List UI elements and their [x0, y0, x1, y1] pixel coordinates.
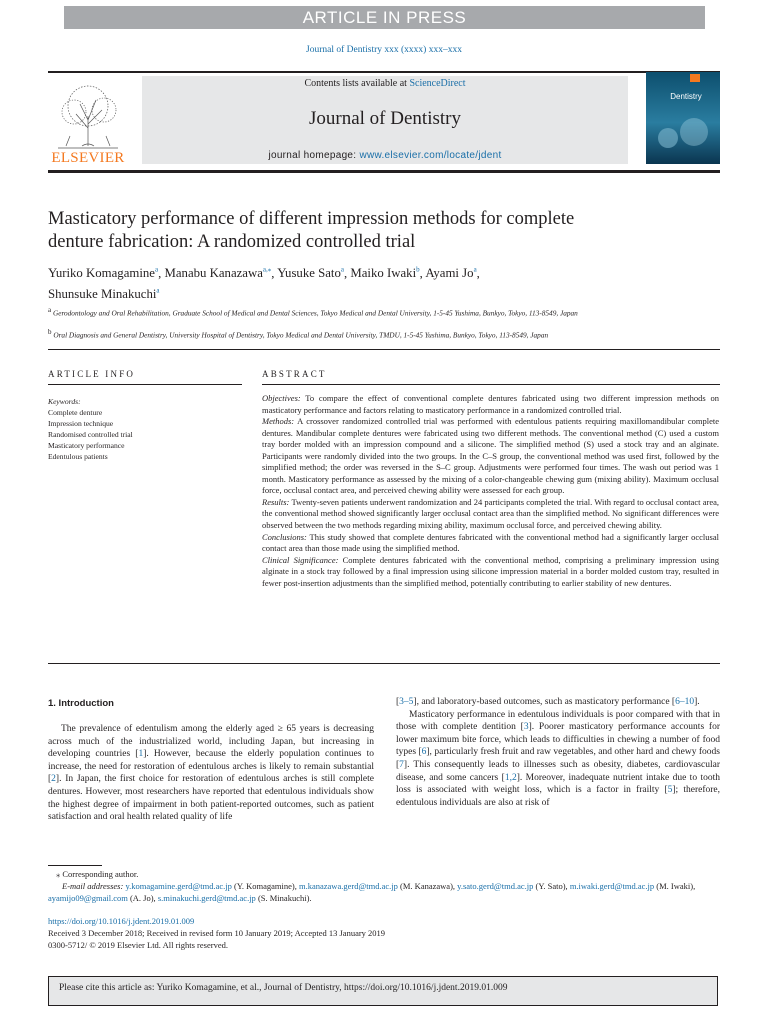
author-name: Manabu Kanazawa [164, 266, 263, 281]
masthead-rule [48, 170, 720, 173]
author-name: Shunsuke Minakuchi [48, 286, 157, 301]
header-rule [48, 71, 720, 73]
email-link[interactable]: s.minakuchi.gerd@tmd.ac.jp [157, 893, 256, 903]
citation-ref-link[interactable]: 5 [667, 785, 673, 796]
journal-name: Journal of Dentistry [309, 108, 461, 129]
email-owner: (A. Jo), [127, 893, 158, 903]
article-title [48, 208, 668, 254]
abstract-text: This study showed that complete dentures fabricated with the conventional method had a significantly larger occlusal contact area than those made using the simplified method. [262, 531, 719, 554]
affiliation [48, 327, 648, 341]
citation-ref-link[interactable]: 1,2 [504, 772, 517, 783]
author-affil-mark: a [340, 266, 344, 274]
body-text: ]. [694, 697, 700, 707]
abstract-section [262, 416, 719, 497]
elsevier-wordmark: ELSEVIER [51, 150, 125, 166]
email-owner: (S. Minakuchi). [255, 893, 312, 903]
body-text: ]. However, because the elderly population continues to increase, the need for restoration of edentulous arches is likely to remain substantial [ [48, 749, 374, 785]
body-text: ], particularly fresh fruit and raw vegetables, and other hard and chewy foods [ [396, 747, 720, 770]
author-name: Yuriko Komagamine [48, 266, 155, 281]
cover-title: Dentistry [670, 92, 702, 101]
citation-ref-link[interactable]: 1 [138, 749, 144, 760]
copyright: 0300-5712/ © 2019 Elsevier Ltd. All rights reserved. [48, 940, 228, 950]
email-owner: (Y. Sato), [533, 881, 570, 891]
email-link[interactable]: y.komagamine.gerd@tmd.ac.jp [125, 881, 232, 891]
author-name: Maiko Iwaki [350, 266, 417, 281]
sciencedirect-link[interactable]: ScienceDirect [409, 78, 466, 89]
affiliation [48, 305, 648, 319]
body-text: The prevalence of edentulism among the elderly aged ≥ 65 years is decreasing across much of the industrialized world, including Japan, but increasing in developing countries [ [48, 724, 374, 760]
author-name: Ayami Jo [425, 266, 474, 281]
citation-ref-link[interactable]: 7 [399, 759, 404, 770]
email-label: E-mail addresses: [62, 881, 124, 891]
email-owner: (M. Kanazawa), [397, 881, 458, 891]
author-affil-mark: a [154, 266, 159, 274]
author-affil-mark: b [416, 266, 420, 274]
keyword[interactable]: Masticatory performance [48, 441, 125, 450]
body-text: ], and laboratory-based outcomes, such as masticatory performance [ [413, 697, 676, 707]
abstract-section [262, 393, 719, 416]
keyword[interactable]: Randomised controlled trial [48, 430, 133, 439]
footnotes [48, 868, 720, 904]
abstract-body [262, 393, 719, 589]
body-paragraph [48, 723, 374, 824]
citation-ref-link[interactable]: 6–10 [675, 697, 695, 707]
keyword[interactable]: Edentulous patients [48, 452, 108, 461]
article-title-line: Masticatory performance of different impression methods for complete [48, 209, 575, 229]
author-affil-mark: a [473, 266, 477, 274]
abstract-label: Methods: [262, 416, 295, 427]
affiliation-text: Gerodontology and Oral Rehabilitation, Graduate School of Medical and Dental Sciences, Tokyo Medical and Dental University, 1-5-45 Yushima, Bunkyo, Tokyo, 113-8549, Japan [52, 308, 578, 318]
abstract-label: Clinical Significance: [262, 554, 339, 565]
keywords-label: Keywords: [48, 397, 81, 406]
email-link[interactable]: ayamijo09@gmail.com [48, 893, 128, 903]
abstract-heading: ABSTRACT [262, 369, 327, 379]
abstract-section [262, 555, 719, 590]
article-info-rule [48, 384, 242, 385]
author[interactable] [425, 266, 476, 280]
author-affil-mark: a,⁎ [262, 266, 272, 274]
section-heading-introduction: 1. Introduction [48, 698, 114, 709]
section-rule [48, 663, 720, 664]
affiliation-mark: b [48, 328, 52, 336]
cite-this-article-box: Please cite this article as: Yuriko Komagamine, et al., Journal of Dentistry, https://doi.org/10.1016/j.jdent.2019.01.009 [48, 976, 718, 1006]
body-column-left [48, 723, 374, 824]
body-text: ]. This consequently leads to illnesses such as obesity, diabetes, cardiovascular disease, and some cancers [ [396, 759, 720, 783]
citation-ref-link[interactable]: 3 [523, 722, 529, 733]
citation-ref-link[interactable]: 3–5 [399, 697, 414, 707]
body-text: ]; therefore, edentulous individuals are also at risk of [396, 785, 720, 808]
body-text: Masticatory performance in edentulous individuals is poor compared with that in those with complete dentition [ [396, 709, 720, 733]
homepage-link[interactable]: www.elsevier.com/locate/jdent [359, 150, 502, 161]
keyword[interactable]: Complete denture [48, 408, 103, 417]
affiliation-text: Oral Diagnosis and General Dentistry, University Hospital of Dentistry, Tokyo Medical and Dental University, TMDU, 1-5-45 Yushima, Bunkyo, Tokyo, 113-8549, Japan [53, 330, 549, 340]
abstract-text: A crossover randomized controlled trial was performed with edentulous patients requiring maxillomandibular complete dentures. Mandibular complete dentures were fabricated using two different methods. The conventional method (C) used a custom tray border molded with an impression compound and a silicone. The simplified method (S) used a stock tray and an alginate. Participants were randomly divided into the two groups. In the C–S group, the conventional method was used first, followed by the simplified method; the order was reversed in the S–C group. Adjustments were performed four times. The wash out period was 1 month. Masticatory performance as assessed by the mixing of a color-changeable chewing gum (mixing ability). Maximum occlusal force, occlusal contact area, and perceived chewing ability were assessed for each group. [262, 416, 719, 496]
body-paragraph [396, 696, 720, 709]
abstract-label: Conclusions: [262, 531, 307, 542]
author[interactable] [165, 266, 272, 280]
contents-line [142, 78, 628, 89]
corresponding-author-note: ⁎ Corresponding author. [56, 869, 139, 879]
citation-ref-link[interactable]: 6 [421, 747, 427, 758]
received-dates: Received 3 December 2018; Received in revised form 10 January 2019; Accepted 13 January 2019 [48, 928, 386, 938]
body-text: ]. Moreover, inadequate nutrient intake due to tooth loss is associated with weight loss, which is a factor in frailty [ [396, 772, 721, 796]
author[interactable] [277, 266, 344, 280]
author[interactable] [48, 287, 160, 301]
email-addresses [48, 880, 720, 904]
keyword[interactable]: Impression technique [48, 419, 114, 428]
abstract-text: To compare the effect of conventional complete dentures fabricated using two different impression methods on masticatory performance and factors relating to masticatory performance in a randomized controlled trial. [262, 393, 719, 415]
journal-citation-line[interactable]: Journal of Dentistry xxx (xxxx) xxx–xxx [306, 45, 462, 55]
email-owner: (M. Iwaki), [654, 881, 696, 891]
email-link[interactable]: y.sato.gerd@tmd.ac.jp [457, 881, 534, 891]
abstract-text: Twenty-seven patients underwent randomization and 24 participants completed the trial. With regard to occlusal contact area, the conventional method showed significantly larger occlusal contact area than the simplified method. No significant differences were observed between the two methods regarding mixing ability, maximum occlusal force, and perceived chewing ability. [262, 496, 719, 531]
author[interactable] [350, 266, 419, 280]
contents-prefix: Contents lists available at [304, 78, 410, 89]
article-info-heading: ARTICLE INFO [48, 369, 136, 379]
article-in-press-banner: ARTICLE IN PRESS [64, 6, 705, 29]
publication-info [48, 915, 720, 951]
author-list: Yuriko Komagamine$^a$, Manabu Kanazawa$^{a,⁎}$, Yusuke Sato$^a$, Maiko Iwaki$^b$, Ayami Jo$^a$, Shunsuke Minakuchi$^a$ [48, 266, 480, 301]
body-column-right [396, 696, 720, 809]
body-text: ]. In Japan, the first choice for restoration of edentulous arches is still complete dentures. However, most researchers have reported that edentulous individuals show the highest degree of impairment in both patient-reported outcomes, such as patient satisfaction and oral health related quality of life [48, 774, 374, 823]
affiliation-mark: a [48, 306, 52, 314]
abstract-rule [262, 384, 720, 385]
footnote-rule [48, 865, 102, 866]
body-text: [ [396, 697, 400, 707]
abstract-section [262, 532, 719, 555]
body-paragraph [396, 709, 720, 810]
citation-ref-link[interactable]: 2 [51, 774, 56, 785]
doi-link[interactable]: https://doi.org/10.1016/j.jdent.2019.01.009 [48, 916, 195, 926]
abstract-label: Objectives: [262, 393, 301, 403]
article-title-line: denture fabrication: A randomized controlled trial [48, 232, 416, 252]
journal-homepage-line [142, 150, 628, 161]
author-affil-mark: a [156, 286, 160, 295]
journal-cover-thumbnail[interactable] [646, 72, 720, 164]
author[interactable] [48, 266, 158, 280]
email-link[interactable]: m.iwaki.gerd@tmd.ac.jp [569, 881, 655, 891]
author-name: Yusuke Sato [277, 266, 341, 281]
email-owner: (Y. Komagamine), [231, 881, 299, 891]
email-link[interactable]: m.kanazawa.gerd@tmd.ac.jp [298, 881, 398, 891]
body-text: ]. Poorer masticatory performance accounts for lower maximum bite force, which leads to difficulties in chewing a number of food types [ [396, 722, 721, 758]
abstract-text: Complete dentures fabricated with the conventional method, comprising a preliminary impression using alginate in a stock tray followed by a final impression using silicone impression material in a border molded custom tray, resulted in fewer post-insertion adjustments than the simplified method, potentially contributing to earlier stability of new dentures. [262, 554, 720, 588]
abstract-label: Results: [262, 496, 290, 507]
abstract-section [262, 497, 719, 532]
section-rule [48, 349, 720, 350]
keywords-block [48, 396, 248, 462]
homepage-prefix: journal homepage: [268, 150, 360, 161]
